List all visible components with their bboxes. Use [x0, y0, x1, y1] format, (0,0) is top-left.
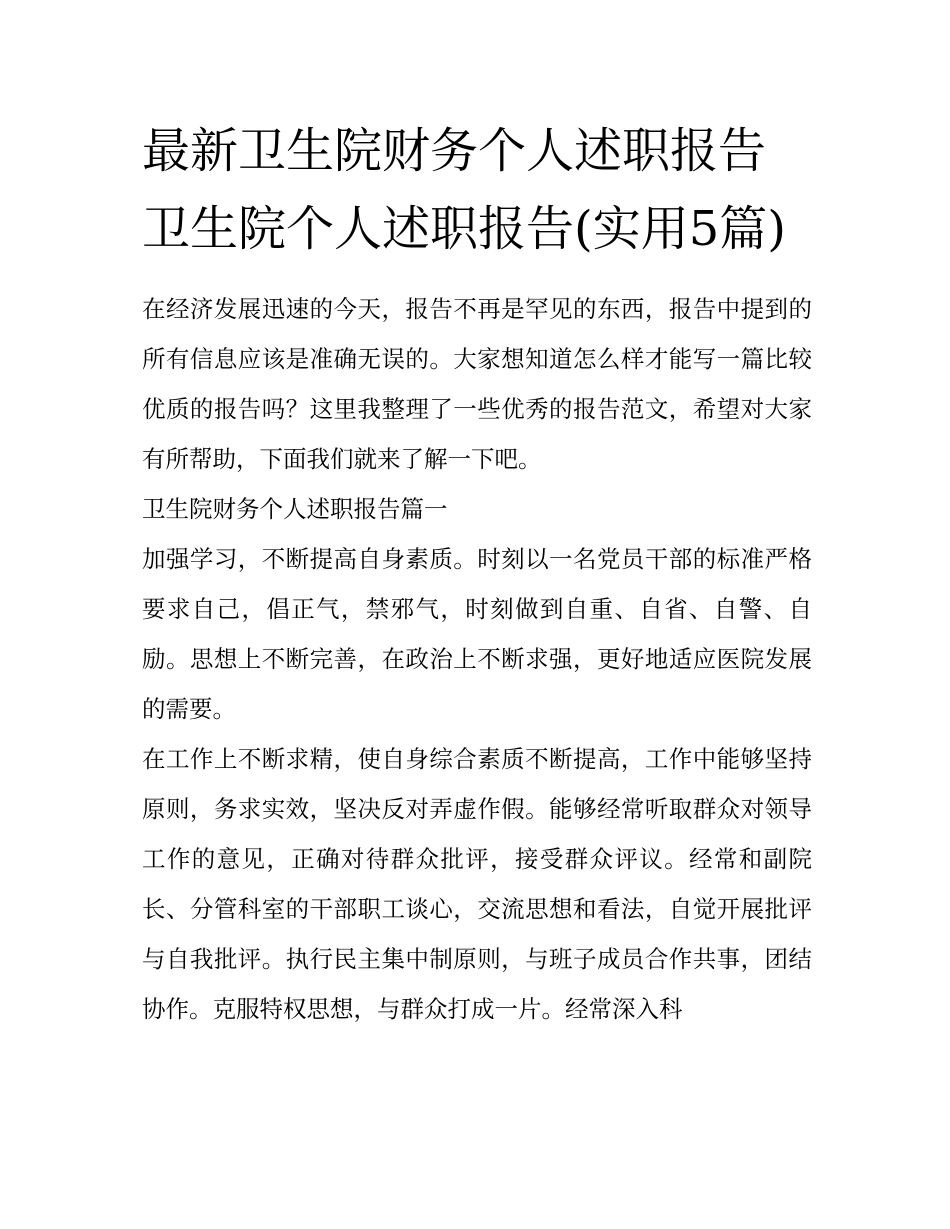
intro-paragraph: 在经济发展迅速的今天，报告不再是罕见的东西，报告中提到的所有信息应该是准确无误的。大家想知道怎么样才能写一篇比较优质的报告吗？这里我整理了一些优秀的报告范文，希望对大家有所帮助，下面我们就来了解一下吧。 [142, 295, 812, 473]
body-paragraph: 加强学习，不断提高自身素质。时刻以一名党员干部的标准严格要求自己，倡正气，禁邪气，时刻做到自重、自省、自警、自励。思想上不断完善，在政治上不断求强，更好地适应医院发展的需要。 [142, 545, 812, 723]
section-heading: 卫生院财务个人述职报告篇一 [142, 495, 448, 523]
document-title: 最新卫生院财务个人述职报告 卫生院个人述职报告(实用5篇) [142, 123, 786, 257]
document-body [142, 112, 812, 1034]
body-paragraph: 在工作上不断求精，使自身综合素质不断提高，工作中能够坚持原则，务求实效，坚决反对弄虚作假。能够经常听取群众对领导工作的意见，正确对待群众批评，接受群众评议。经常和副院长、分管科室的干部职工谈心，交流思想和看法，自觉开展批评与自我批评。执行民主集中制原则，与班子成员合作共事，团结协作。克服特权思想，与群众打成一片。经常深入科 [142, 745, 812, 1023]
